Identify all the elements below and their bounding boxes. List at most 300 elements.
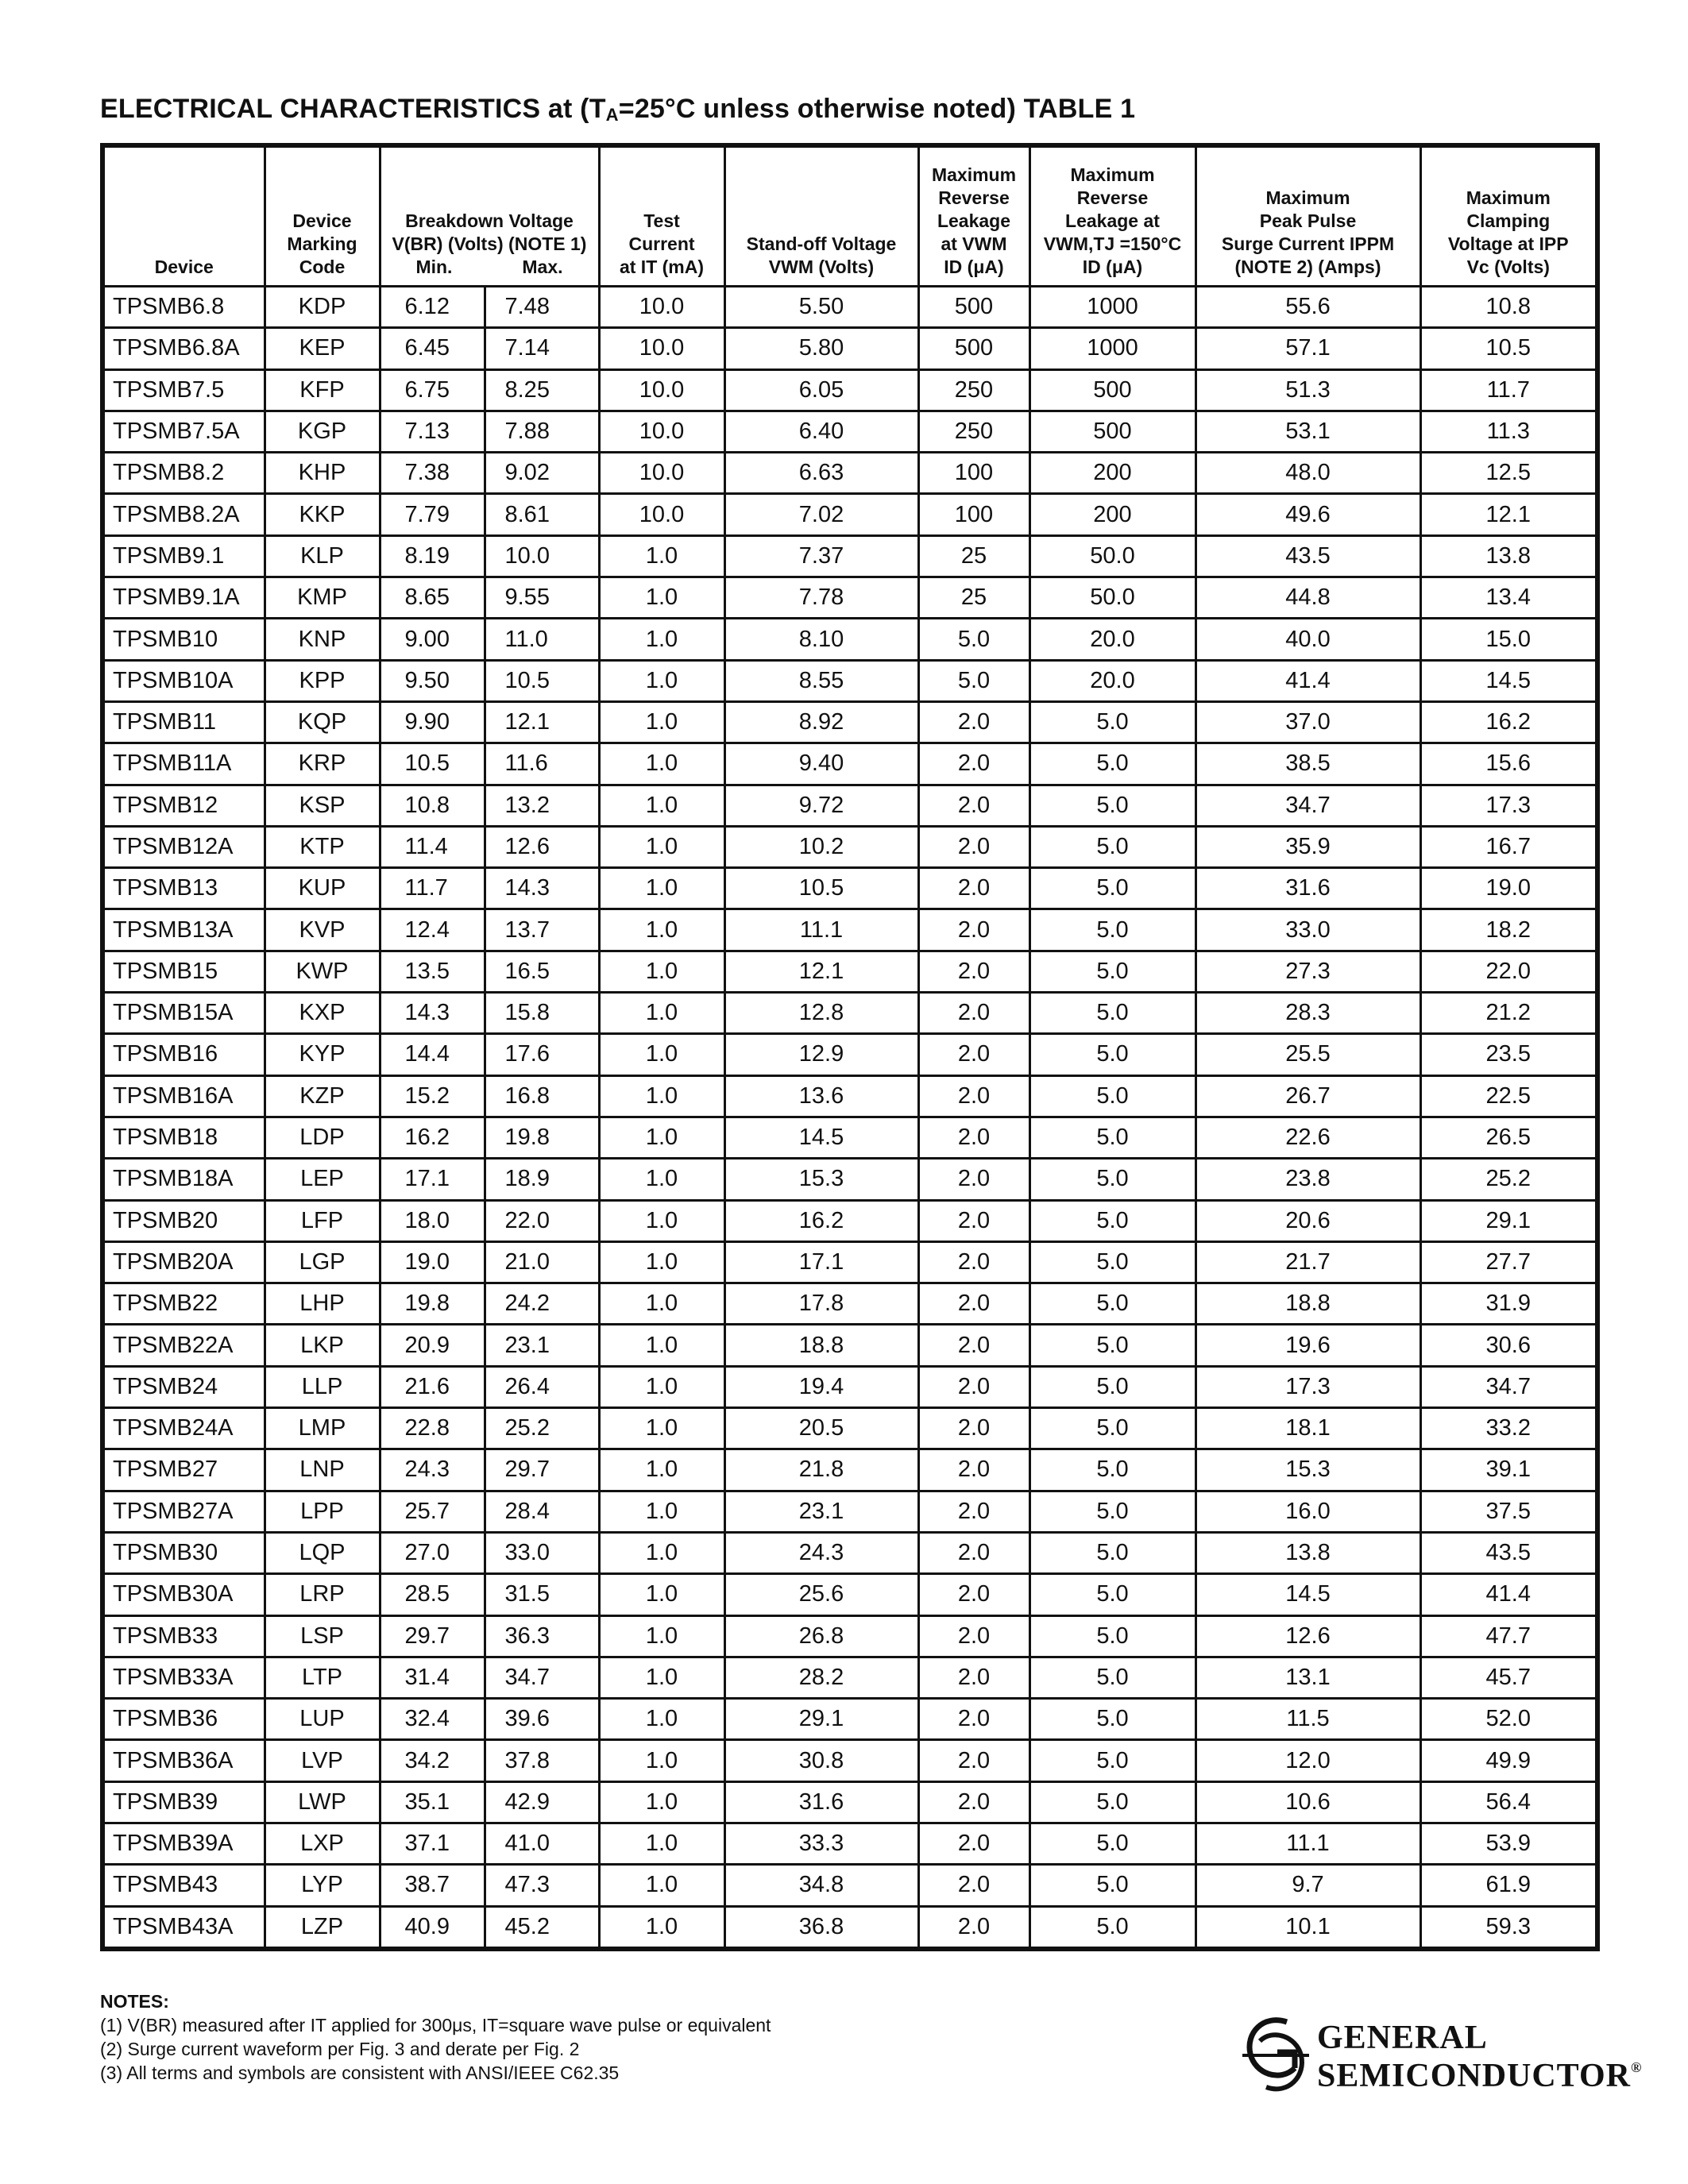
cell-peak-pulse-current: 9.7 [1196,1865,1420,1906]
cell-leakage-150c: 5.0 [1029,1283,1196,1325]
cell-device: TPSMB16 [102,1034,265,1075]
cell-leakage-25c: 2.0 [918,1740,1029,1781]
cell-bv-min: 19.8 [380,1283,485,1325]
cell-standoff-voltage: 8.92 [724,701,918,743]
cell-leakage-150c: 50.0 [1029,577,1196,619]
cell-bv-max: 34.7 [485,1657,599,1698]
cell-device: TPSMB8.2 [102,453,265,494]
table-row [102,1449,1597,1491]
cell-leakage-25c: 2.0 [918,1408,1029,1449]
cell-bv-max: 12.1 [485,701,599,743]
cell-leakage-150c: 5.0 [1029,785,1196,826]
cell-clamping-voltage: 37.5 [1420,1491,1597,1532]
cell-leakage-150c: 5.0 [1029,868,1196,909]
cell-bv-max: 13.7 [485,909,599,951]
cell-leakage-150c: 5.0 [1029,1865,1196,1906]
cell-marking-code: LSP [265,1615,380,1657]
cell-bv-max: 21.0 [485,1241,599,1283]
cell-device: TPSMB18 [102,1117,265,1158]
cell-peak-pulse-current: 22.6 [1196,1117,1420,1158]
cell-standoff-voltage: 17.8 [724,1283,918,1325]
cell-marking-code: LQP [265,1532,380,1573]
cell-test-current: 10.0 [599,328,724,369]
cell-bv-min: 22.8 [380,1408,485,1449]
cell-peak-pulse-current: 43.5 [1196,535,1420,577]
cell-marking-code: LHP [265,1283,380,1325]
cell-leakage-150c: 5.0 [1029,1117,1196,1158]
cell-standoff-voltage: 26.8 [724,1615,918,1657]
cell-peak-pulse-current: 14.5 [1196,1574,1420,1615]
header-bv-max: Max. [522,257,563,277]
cell-device: TPSMB11A [102,743,265,785]
cell-leakage-25c: 2.0 [918,743,1029,785]
cell-clamping-voltage: 18.2 [1420,909,1597,951]
cell-leakage-25c: 2.0 [918,1823,1029,1864]
cell-peak-pulse-current: 49.6 [1196,494,1420,535]
cell-peak-pulse-current: 11.5 [1196,1699,1420,1740]
cell-test-current: 1.0 [599,1823,724,1864]
cell-bv-max: 36.3 [485,1615,599,1657]
table-row [102,619,1597,660]
cell-bv-min: 10.5 [380,743,485,785]
cell-device: TPSMB20 [102,1200,265,1241]
cell-test-current: 1.0 [599,535,724,577]
cell-bv-min: 34.2 [380,1740,485,1781]
cell-peak-pulse-current: 28.3 [1196,993,1420,1034]
cell-peak-pulse-current: 34.7 [1196,785,1420,826]
cell-leakage-150c: 5.0 [1029,826,1196,867]
cell-bv-min: 38.7 [380,1865,485,1906]
cell-clamping-voltage: 26.5 [1420,1117,1597,1158]
cell-peak-pulse-current: 53.1 [1196,411,1420,452]
cell-bv-max: 31.5 [485,1574,599,1615]
table-row [102,1823,1597,1864]
cell-test-current: 1.0 [599,701,724,743]
cell-bv-min: 40.9 [380,1906,485,1949]
table-row [102,1491,1597,1532]
cell-bv-min: 9.90 [380,701,485,743]
cell-marking-code: LTP [265,1657,380,1698]
table-row [102,1366,1597,1407]
cell-clamping-voltage: 27.7 [1420,1241,1597,1283]
cell-bv-max: 25.2 [485,1408,599,1449]
page-title: ELECTRICAL CHARACTERISTICS at ($T_A=25^\circ C$ unless otherwise noted) TABLE 1 [100,94,1136,125]
cell-leakage-25c: 2.0 [918,826,1029,867]
cell-clamping-voltage: 15.0 [1420,619,1597,660]
cell-bv-min: 16.2 [380,1117,485,1158]
cell-leakage-25c: 2.0 [918,868,1029,909]
cell-leakage-25c: 500 [918,287,1029,328]
cell-bv-min: 14.4 [380,1034,485,1075]
cell-marking-code: LKP [265,1325,380,1366]
cell-bv-max: 10.5 [485,660,599,701]
cell-leakage-150c: 5.0 [1029,701,1196,743]
note-2: (2) Surge current waveform per Fig. 3 and derate per Fig. 2 [100,2039,580,2059]
cell-marking-code: LDP [265,1117,380,1158]
cell-test-current: 10.0 [599,453,724,494]
header-breakdown-voltage: Breakdown Voltage V(BR) (Volts) (NOTE 1) Min. Max. [380,145,599,287]
cell-peak-pulse-current: 17.3 [1196,1366,1420,1407]
cell-test-current: 1.0 [599,785,724,826]
cell-bv-max: 28.4 [485,1491,599,1532]
cell-marking-code: KPP [265,660,380,701]
cell-marking-code: KSP [265,785,380,826]
cell-leakage-150c: 5.0 [1029,1823,1196,1864]
cell-bv-max: 16.8 [485,1075,599,1117]
gs-logo-icon [1239,2011,1312,2098]
cell-standoff-voltage: 34.8 [724,1865,918,1906]
logo-line-1: GENERAL [1317,2020,1488,2056]
cell-leakage-25c: 25 [918,535,1029,577]
note-1: (1) V(BR) measured after IT applied for 300μs, IT=square wave pulse or equivalent [100,2015,771,2035]
cell-marking-code: KUP [265,868,380,909]
cell-leakage-25c: 5.0 [918,660,1029,701]
cell-leakage-25c: 2.0 [918,1325,1029,1366]
cell-standoff-voltage: 30.8 [724,1740,918,1781]
table-row [102,826,1597,867]
cell-test-current: 1.0 [599,1075,724,1117]
cell-device: TPSMB30 [102,1532,265,1573]
cell-bv-max: 29.7 [485,1449,599,1491]
cell-leakage-150c: 5.0 [1029,1657,1196,1698]
cell-bv-max: 7.88 [485,411,599,452]
cell-device: TPSMB16A [102,1075,265,1117]
cell-marking-code: KXP [265,993,380,1034]
cell-clamping-voltage: 61.9 [1420,1865,1597,1906]
cell-device: TPSMB30A [102,1574,265,1615]
cell-standoff-voltage: 13.6 [724,1075,918,1117]
cell-leakage-25c: 2.0 [918,1366,1029,1407]
cell-peak-pulse-current: 35.9 [1196,826,1420,867]
cell-peak-pulse-current: 51.3 [1196,369,1420,411]
table-row [102,1574,1597,1615]
cell-bv-min: 31.4 [380,1657,485,1698]
cell-marking-code: KLP [265,535,380,577]
cell-leakage-150c: 5.0 [1029,1574,1196,1615]
cell-leakage-150c: 5.0 [1029,1034,1196,1075]
header-marking-code: Device Marking Code [265,145,380,287]
cell-test-current: 1.0 [599,1532,724,1573]
cell-standoff-voltage: 5.50 [724,287,918,328]
cell-clamping-voltage: 17.3 [1420,785,1597,826]
cell-test-current: 1.0 [599,1781,724,1823]
cell-clamping-voltage: 59.3 [1420,1906,1597,1949]
cell-peak-pulse-current: 48.0 [1196,453,1420,494]
cell-bv-min: 7.13 [380,411,485,452]
cell-bv-min: 37.1 [380,1823,485,1864]
cell-bv-min: 25.7 [380,1491,485,1532]
cell-bv-min: 29.7 [380,1615,485,1657]
cell-bv-max: 22.0 [485,1200,599,1241]
cell-marking-code: KDP [265,287,380,328]
cell-leakage-150c: 5.0 [1029,1159,1196,1200]
cell-bv-min: 7.38 [380,453,485,494]
cell-marking-code: LFP [265,1200,380,1241]
table-row [102,1865,1597,1906]
cell-device: TPSMB27 [102,1449,265,1491]
cell-clamping-voltage: 12.5 [1420,453,1597,494]
cell-bv-max: 10.0 [485,535,599,577]
cell-test-current: 1.0 [599,1408,724,1449]
cell-peak-pulse-current: 31.6 [1196,868,1420,909]
cell-clamping-voltage: 12.1 [1420,494,1597,535]
cell-bv-min: 24.3 [380,1449,485,1491]
cell-standoff-voltage: 17.1 [724,1241,918,1283]
cell-bv-min: 8.19 [380,535,485,577]
cell-leakage-150c: 5.0 [1029,909,1196,951]
cell-leakage-150c: 20.0 [1029,660,1196,701]
cell-bv-min: 6.75 [380,369,485,411]
cell-leakage-25c: 100 [918,453,1029,494]
cell-leakage-150c: 5.0 [1029,1781,1196,1823]
cell-standoff-voltage: 16.2 [724,1200,918,1241]
cell-bv-max: 37.8 [485,1740,599,1781]
cell-clamping-voltage: 16.2 [1420,701,1597,743]
cell-clamping-voltage: 22.5 [1420,1075,1597,1117]
cell-peak-pulse-current: 18.8 [1196,1283,1420,1325]
cell-leakage-150c: 5.0 [1029,1200,1196,1241]
cell-peak-pulse-current: 11.1 [1196,1823,1420,1864]
cell-marking-code: KZP [265,1075,380,1117]
cell-clamping-voltage: 22.0 [1420,951,1597,992]
cell-bv-max: 13.2 [485,785,599,826]
cell-standoff-voltage: 11.1 [724,909,918,951]
cell-clamping-voltage: 23.5 [1420,1034,1597,1075]
cell-leakage-150c: 500 [1029,411,1196,452]
cell-standoff-voltage: 12.9 [724,1034,918,1075]
cell-bv-min: 19.0 [380,1241,485,1283]
cell-marking-code: KYP [265,1034,380,1075]
cell-device: TPSMB36 [102,1699,265,1740]
cell-standoff-voltage: 8.10 [724,619,918,660]
cell-standoff-voltage: 15.3 [724,1159,918,1200]
cell-bv-max: 8.25 [485,369,599,411]
cell-leakage-25c: 100 [918,494,1029,535]
cell-marking-code: LUP [265,1699,380,1740]
cell-leakage-25c: 5.0 [918,619,1029,660]
cell-leakage-150c: 5.0 [1029,1408,1196,1449]
cell-bv-min: 21.6 [380,1366,485,1407]
cell-standoff-voltage: 8.55 [724,660,918,701]
cell-test-current: 1.0 [599,1615,724,1657]
cell-device: TPSMB22A [102,1325,265,1366]
table-row [102,1283,1597,1325]
cell-leakage-25c: 2.0 [918,1117,1029,1158]
cell-marking-code: LYP [265,1865,380,1906]
cell-clamping-voltage: 16.7 [1420,826,1597,867]
cell-leakage-150c: 50.0 [1029,535,1196,577]
cell-leakage-150c: 20.0 [1029,619,1196,660]
cell-standoff-voltage: 6.05 [724,369,918,411]
cell-leakage-25c: 2.0 [918,701,1029,743]
table-row [102,494,1597,535]
cell-marking-code: KQP [265,701,380,743]
cell-device: TPSMB10A [102,660,265,701]
cell-leakage-25c: 500 [918,328,1029,369]
cell-marking-code: KTP [265,826,380,867]
cell-marking-code: LWP [265,1781,380,1823]
table-row [102,411,1597,452]
cell-peak-pulse-current: 37.0 [1196,701,1420,743]
cell-clamping-voltage: 29.1 [1420,1200,1597,1241]
cell-device: TPSMB8.2A [102,494,265,535]
cell-leakage-150c: 5.0 [1029,1366,1196,1407]
cell-test-current: 1.0 [599,1574,724,1615]
table-row [102,785,1597,826]
cell-peak-pulse-current: 15.3 [1196,1449,1420,1491]
cell-peak-pulse-current: 21.7 [1196,1241,1420,1283]
table-row [102,1615,1597,1657]
cell-standoff-voltage: 12.8 [724,993,918,1034]
cell-bv-min: 9.00 [380,619,485,660]
cell-peak-pulse-current: 44.8 [1196,577,1420,619]
cell-standoff-voltage: 7.78 [724,577,918,619]
cell-marking-code: KKP [265,494,380,535]
cell-device: TPSMB22 [102,1283,265,1325]
cell-bv-min: 17.1 [380,1159,485,1200]
cell-bv-max: 18.9 [485,1159,599,1200]
cell-clamping-voltage: 49.9 [1420,1740,1597,1781]
cell-leakage-150c: 5.0 [1029,1325,1196,1366]
cell-bv-max: 9.02 [485,453,599,494]
table-row [102,951,1597,992]
cell-peak-pulse-current: 10.6 [1196,1781,1420,1823]
cell-standoff-voltage: 18.8 [724,1325,918,1366]
cell-device: TPSMB7.5A [102,411,265,452]
cell-standoff-voltage: 10.5 [724,868,918,909]
table-row [102,535,1597,577]
cell-device: TPSMB20A [102,1241,265,1283]
cell-leakage-150c: 500 [1029,369,1196,411]
table-row [102,909,1597,951]
cell-marking-code: KEP [265,328,380,369]
cell-bv-min: 9.50 [380,660,485,701]
cell-device: TPSMB27A [102,1491,265,1532]
cell-bv-max: 9.55 [485,577,599,619]
cell-clamping-voltage: 41.4 [1420,1574,1597,1615]
cell-peak-pulse-current: 25.5 [1196,1034,1420,1075]
cell-clamping-voltage: 30.6 [1420,1325,1597,1366]
cell-peak-pulse-current: 13.8 [1196,1532,1420,1573]
cell-device: TPSMB11 [102,701,265,743]
cell-peak-pulse-current: 19.6 [1196,1325,1420,1366]
table-row [102,1699,1597,1740]
cell-leakage-25c: 2.0 [918,1491,1029,1532]
cell-test-current: 1.0 [599,1159,724,1200]
cell-leakage-150c: 200 [1029,494,1196,535]
cell-clamping-voltage: 21.2 [1420,993,1597,1034]
cell-bv-max: 12.6 [485,826,599,867]
cell-test-current: 1.0 [599,868,724,909]
cell-peak-pulse-current: 18.1 [1196,1408,1420,1449]
cell-standoff-voltage: 9.40 [724,743,918,785]
cell-clamping-voltage: 19.0 [1420,868,1597,909]
cell-marking-code: LXP [265,1823,380,1864]
cell-clamping-voltage: 34.7 [1420,1366,1597,1407]
cell-device: TPSMB12A [102,826,265,867]
cell-marking-code: LZP [265,1906,380,1949]
cell-leakage-25c: 2.0 [918,1283,1029,1325]
cell-bv-min: 11.4 [380,826,485,867]
table-row [102,868,1597,909]
cell-marking-code: KHP [265,453,380,494]
cell-leakage-25c: 2.0 [918,1865,1029,1906]
cell-test-current: 1.0 [599,619,724,660]
table-row [102,328,1597,369]
cell-peak-pulse-current: 41.4 [1196,660,1420,701]
cell-device: TPSMB43 [102,1865,265,1906]
cell-marking-code: KGP [265,411,380,452]
note-3: (3) All terms and symbols are consistent with ANSI/IEEE C62.35 [100,2062,620,2083]
cell-leakage-150c: 5.0 [1029,1241,1196,1283]
cell-marking-code: LMP [265,1408,380,1449]
table-row [102,369,1597,411]
notes-section [100,1989,771,2085]
cell-clamping-voltage: 10.8 [1420,287,1597,328]
cell-leakage-150c: 5.0 [1029,951,1196,992]
cell-leakage-25c: 2.0 [918,1781,1029,1823]
cell-test-current: 1.0 [599,1865,724,1906]
cell-clamping-voltage: 14.5 [1420,660,1597,701]
table-row [102,577,1597,619]
cell-clamping-voltage: 43.5 [1420,1532,1597,1573]
cell-standoff-voltage: 10.2 [724,826,918,867]
cell-bv-max: 11.6 [485,743,599,785]
cell-test-current: 1.0 [599,993,724,1034]
cell-leakage-25c: 2.0 [918,1449,1029,1491]
cell-test-current: 10.0 [599,494,724,535]
table-row [102,993,1597,1034]
cell-clamping-voltage: 47.7 [1420,1615,1597,1657]
cell-device: TPSMB15 [102,951,265,992]
header-peak-pulse-current: Maximum Peak Pulse Surge Current IPPM (NOTE 2) (Amps) [1196,145,1420,287]
cell-device: TPSMB13 [102,868,265,909]
table-row [102,1657,1597,1698]
cell-standoff-voltage: 6.63 [724,453,918,494]
table-row [102,287,1597,328]
header-bv-min: Min. [415,257,453,277]
table-row [102,1034,1597,1075]
cell-leakage-150c: 5.0 [1029,1699,1196,1740]
cell-test-current: 1.0 [599,660,724,701]
cell-leakage-150c: 5.0 [1029,1740,1196,1781]
cell-leakage-25c: 2.0 [918,1906,1029,1949]
cell-test-current: 1.0 [599,1491,724,1532]
cell-standoff-voltage: 29.1 [724,1699,918,1740]
cell-test-current: 1.0 [599,1699,724,1740]
cell-leakage-25c: 2.0 [918,785,1029,826]
cell-leakage-25c: 2.0 [918,1657,1029,1698]
cell-test-current: 1.0 [599,909,724,951]
cell-bv-min: 35.1 [380,1781,485,1823]
cell-clamping-voltage: 31.9 [1420,1283,1597,1325]
cell-test-current: 1.0 [599,1117,724,1158]
cell-peak-pulse-current: 38.5 [1196,743,1420,785]
header-leakage-25c: Maximum Reverse Leakage at VWM ID (μA) [918,145,1029,287]
cell-leakage-150c: 5.0 [1029,1075,1196,1117]
cell-bv-max: 47.3 [485,1865,599,1906]
table-row [102,453,1597,494]
cell-bv-max: 14.3 [485,868,599,909]
cell-bv-max: 41.0 [485,1823,599,1864]
cell-leakage-150c: 200 [1029,453,1196,494]
table-row [102,743,1597,785]
cell-test-current: 1.0 [599,577,724,619]
cell-marking-code: LPP [265,1491,380,1532]
cell-bv-min: 18.0 [380,1200,485,1241]
cell-device: TPSMB10 [102,619,265,660]
cell-peak-pulse-current: 10.1 [1196,1906,1420,1949]
